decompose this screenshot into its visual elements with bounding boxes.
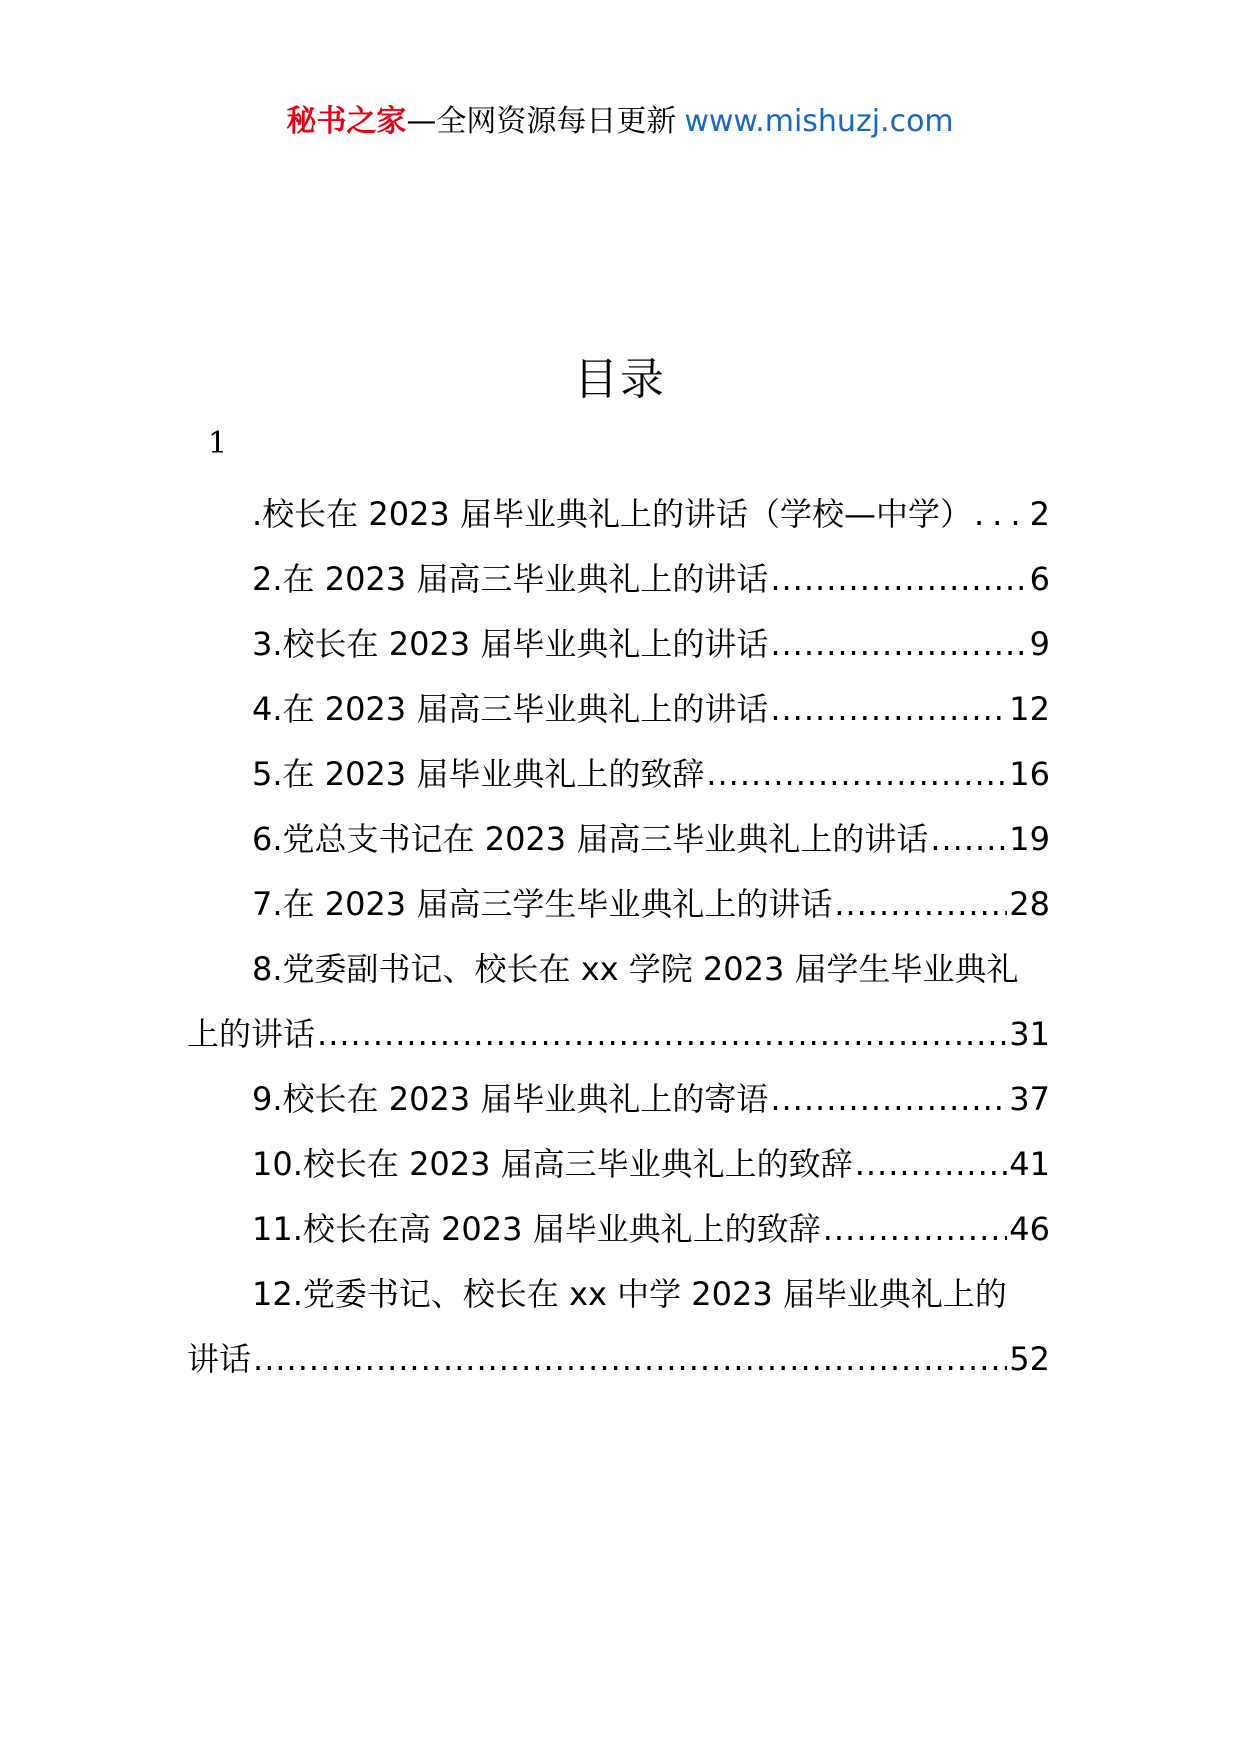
- table-of-contents: [187, 482, 1050, 1392]
- toc-entry-page: 6: [1029, 560, 1050, 598]
- toc-entry-title: 6.党总支书记在 2023 届高三毕业典礼上的讲话: [252, 820, 929, 858]
- toc-entry-2[interactable]: [187, 547, 1050, 612]
- header-tagline: —全网资源每日更新: [406, 104, 677, 139]
- toc-entry-title-continued: 讲话: [187, 1340, 252, 1378]
- toc-entry-title: 2.在 2023 届高三毕业典礼上的讲话: [252, 560, 769, 598]
- toc-entry-1[interactable]: [187, 482, 1050, 547]
- toc-entry-title: .校长在 2023 届毕业典礼上的讲话（学校—中学）: [252, 495, 972, 533]
- toc-entry-4[interactable]: [187, 677, 1050, 742]
- toc-entry-11[interactable]: [187, 1197, 1050, 1262]
- toc-dot-leader: [974, 482, 1028, 547]
- toc-dot-leader: [823, 1197, 1008, 1262]
- toc-entry-5[interactable]: [187, 742, 1050, 807]
- toc-entry-page: 12: [1009, 690, 1050, 728]
- toc-dot-leader: [770, 1067, 1007, 1132]
- toc-dot-leader: [930, 807, 1007, 872]
- toc-title: 目录: [574, 354, 666, 405]
- toc-dot-leader: [317, 1002, 1007, 1067]
- toc-entry-title: 11.校长在高 2023 届毕业典礼上的致辞: [252, 1210, 821, 1248]
- toc-entry-page: 52: [1009, 1340, 1050, 1378]
- toc-entry-7[interactable]: [187, 872, 1050, 937]
- toc-entry-title: 9.校长在 2023 届毕业典礼上的寄语: [252, 1080, 769, 1118]
- toc-entry-8-line-2[interactable]: [187, 1002, 1050, 1067]
- toc-entry-page: 46: [1009, 1210, 1050, 1248]
- toc-entry-page: 19: [1009, 820, 1050, 858]
- toc-dot-leader: [770, 547, 1027, 612]
- toc-entry-title: 12.党委书记、校长在 xx 中学 2023 届毕业典礼上的: [252, 1275, 1007, 1313]
- toc-entry-title: 3.校长在 2023 届毕业典礼上的讲话: [252, 625, 769, 663]
- toc-entry-page: 31: [1009, 1015, 1050, 1053]
- toc-entry-page: 37: [1009, 1080, 1050, 1118]
- site-url-link[interactable]: www.mishuzj.com: [684, 104, 954, 139]
- toc-entry-3[interactable]: [187, 612, 1050, 677]
- toc-entry-title: 5.在 2023 届毕业典礼上的致辞: [252, 755, 705, 793]
- toc-entry-10[interactable]: [187, 1132, 1050, 1197]
- toc-entry-12-line-1[interactable]: [187, 1262, 1050, 1327]
- toc-entry-page: 9: [1029, 625, 1050, 663]
- toc-entry-8-line-1[interactable]: [187, 937, 1050, 1002]
- toc-entry-12-line-2[interactable]: [187, 1327, 1050, 1392]
- toc-dot-leader: [770, 677, 1007, 742]
- toc-entry-title-continued: 上的讲话: [187, 1015, 316, 1053]
- toc-entry-page: 2: [1029, 495, 1050, 533]
- toc-entry-9[interactable]: [187, 1067, 1050, 1132]
- toc-dot-leader: [834, 872, 1007, 937]
- toc-entry-page: 41: [1009, 1145, 1050, 1183]
- toc-dot-leader: [706, 742, 1007, 807]
- page-number: 1: [208, 426, 228, 461]
- toc-entry-6[interactable]: [187, 807, 1050, 872]
- toc-entry-title: 4.在 2023 届高三毕业典礼上的讲话: [252, 690, 769, 728]
- toc-entry-page: 28: [1009, 885, 1050, 923]
- site-header: [0, 100, 1240, 144]
- toc-dot-leader: [253, 1327, 1007, 1392]
- brand-name: 秘书之家: [286, 104, 407, 139]
- toc-dot-leader: [855, 1132, 1008, 1197]
- toc-entry-title: 8.党委副书记、校长在 xx 学院 2023 届学生毕业典礼: [252, 950, 1019, 988]
- toc-entry-title: 7.在 2023 届高三学生毕业典礼上的讲话: [252, 885, 833, 923]
- toc-entry-title: 10.校长在 2023 届高三毕业典礼上的致辞: [252, 1145, 853, 1183]
- toc-entry-page: 16: [1009, 755, 1050, 793]
- toc-dot-leader: [770, 612, 1027, 677]
